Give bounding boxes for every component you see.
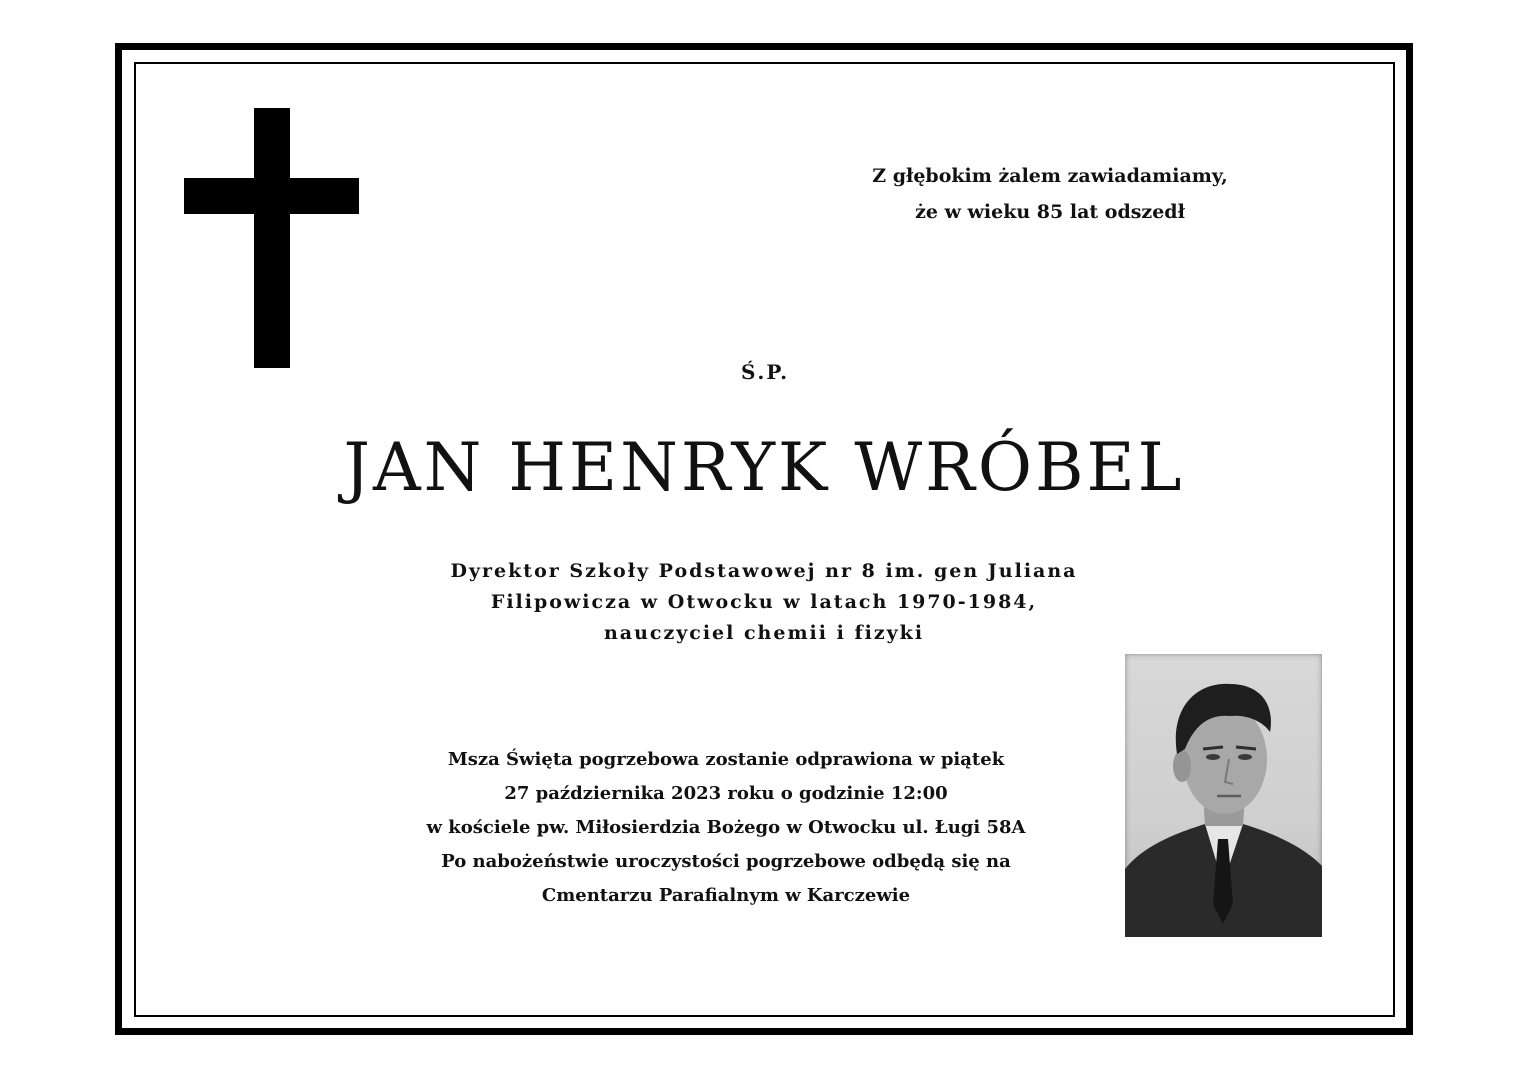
role-line-1: Dyrektor Szkoły Podstawowej nr 8 im. gen Juliana [450,560,1078,582]
announcement-intro [820,158,1280,230]
role-line-2: Filipowicza w Otwocku w latach 1970-1984, [490,591,1038,613]
funeral-line-2: 27 października 2023 roku o godzinie 12:00 [504,783,948,804]
funeral-line-4: Po nabożeństwie uroczystości pogrzebowe odbędą się na [441,851,1011,872]
funeral-line-5: Cmentarzu Parafialnym w Karczewie [541,885,911,906]
funeral-line-1: Msza Święta pogrzebowa zostanie odprawiona w piątek [447,749,1005,770]
cross-horizontal-bar [184,178,359,214]
cross-vertical-bar [254,108,290,368]
deceased-name: JAN HENRYK WRÓBEL [343,429,1185,506]
cross-icon [184,108,359,368]
intro-line-1: Z głębokim żalem zawiadamiamy, [872,165,1228,187]
funeral-details [376,743,1076,913]
deceased-role [364,556,1164,649]
funeral-line-3: w kościele pw. Miłosierdzia Bożego w Otwocku ul. Ługi 58A [426,817,1026,838]
portrait-illustration [1125,654,1322,937]
portrait-photo [1125,654,1322,937]
honorific: Ś.P. [740,360,790,384]
intro-line-2: że w wieku 85 lat odszedł [915,201,1185,223]
role-line-3: nauczyciel chemii i fizyki [603,622,925,644]
